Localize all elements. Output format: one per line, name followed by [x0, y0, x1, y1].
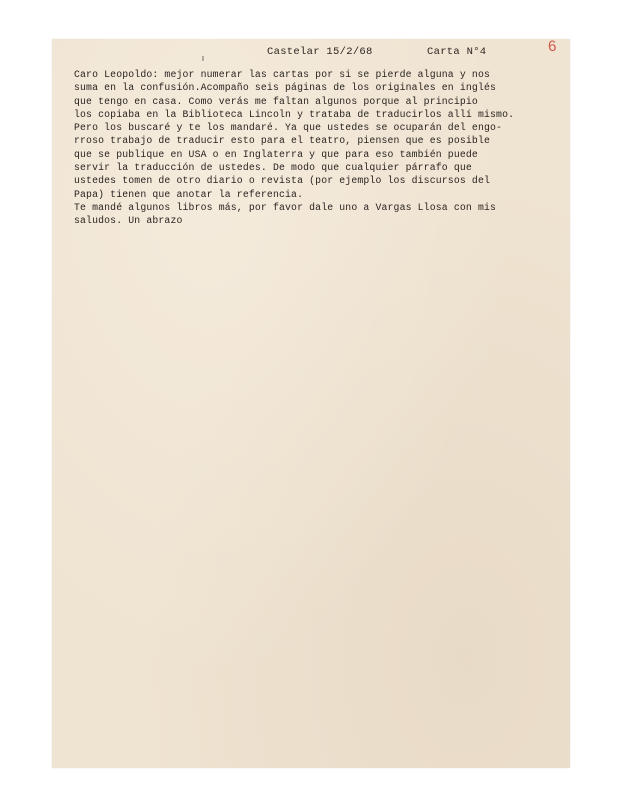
body-line: ustedes tomen de otro diario o revista (por ejemplo los discursos del [74, 175, 491, 187]
body-line: que se publique en USA o en Inglaterra y que para eso también puede [74, 148, 478, 160]
body-line: Caro Leopoldo: mejor numerar las cartas por si se pierde alguna y nos [74, 69, 491, 80]
letter-body [74, 68, 564, 228]
body-line: que tengo en casa. Como verás me faltan algunos porque al principio [74, 95, 478, 107]
body-line: saludos. Un abrazo [74, 215, 183, 227]
body-line: Te mandé algunos libros más, por favor dale uno a Vargas Llosa con mis [74, 201, 497, 213]
body-line: Pero los buscaré y te los mandaré. Ya que ustedes se ocuparán del engo- [74, 122, 503, 134]
letter-page [52, 39, 570, 768]
place-date: Castelar 15/2/68 [267, 46, 373, 58]
letter-header [52, 46, 570, 62]
body-line: suma en la confusión.Acompaño seis páginas de los originales en inglés [74, 82, 497, 94]
letter-number: Carta N°4 [427, 46, 487, 58]
body-line: rroso trabajo de traducir esto para el teatro, piensen que es posible [74, 135, 491, 147]
body-line: los copiaba en la Biblioteca Lincoln y trataba de traducirlos allí mismo. [74, 108, 515, 120]
body-line: Papa) tienen que anotar la referencia. [74, 188, 304, 200]
body-line: servir la traducción de ustedes. De modo que cualquier párrafo que [74, 162, 472, 174]
handwritten-page-number: 6 [547, 37, 557, 56]
